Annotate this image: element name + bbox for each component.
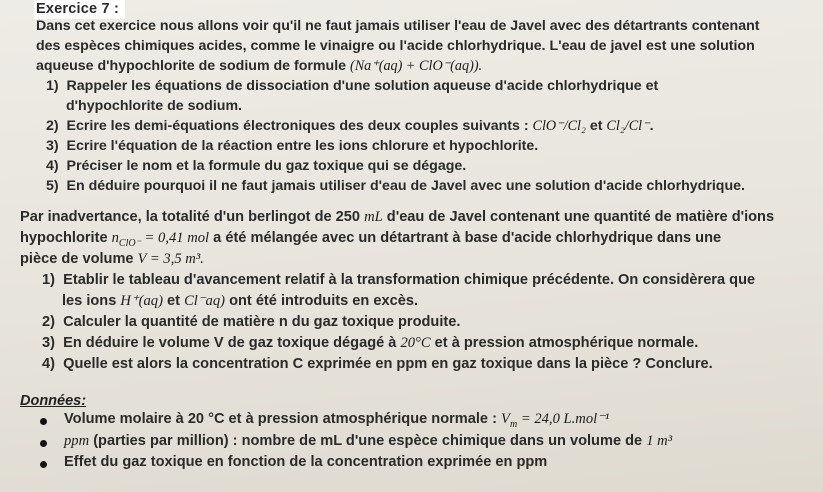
scenario-line-2a: hypochlorite [20,230,112,246]
part2-q1-num: 1) [42,272,55,288]
data-item-2 [64,432,672,451]
part2-q3-text-a: En déduire le volume V de gaz toxique dégagé à [63,335,401,351]
scenario-line-3a: pièce de volume [20,251,138,267]
intro-line-2: des espèces chimiques acides, comme le vinaigre ou l'acide chlorhydrique. L'eau de javel est une solution [36,38,755,54]
part2-q4-text: Quelle est alors la concentration C exprimée en ppm en gaz toxique dans la pièce ? Conclure. [63,356,713,372]
scenario-line-1a: Par inadvertance, la totalité d'un berlingot de 250 [20,209,365,225]
part2-q2-num: 2) [42,314,55,330]
scenario-volume-formula: V = 3,5 m³. [137,251,204,267]
part2-q1-text: Etablir le tableau d'avancement relatif à la transformation chimique précédente. On considèrera que [63,272,756,288]
part1-q3-text: Ecrire l'équation de la réaction entre les ions chlorure et hypochlorite. [66,138,539,154]
intro-formula: (Na⁺(aq) + ClO⁻(aq)). [349,58,483,74]
data-item-1-value: = 24,0 L.mol⁻¹ [517,411,610,427]
part2-q1-cont [62,292,418,311]
part1-q2-end: . [649,118,654,134]
part2-q3 [42,334,698,353]
scenario-line-2b: a été mélangée avec un détartrant à base d'acide chlorhydrique dans une [209,230,722,246]
scenario-line-3 [20,250,204,269]
part1-q5-num: 5) [46,178,59,194]
part1-q1-cont: d'hypochlorite de sodium. [66,98,242,114]
intro-line-3 [36,57,482,76]
part1-q3-num: 3) [46,138,59,154]
data-item-1-symbol: V [501,411,510,427]
part2-q1-h-ion: H⁺(aq) [120,293,163,309]
scenario-n-value: = 0,41 mol [140,230,210,246]
part2-q1-cont-a: les ions [62,293,121,309]
part2-q2-text: Calculer la quantité de matière n du gaz toxique produite. [63,314,461,330]
part2-q4-num: 4) [42,356,55,372]
part1-q4-num: 4) [46,158,59,174]
part2-q3-num: 3) [42,335,55,351]
part2-q2 [42,313,460,332]
part2-q1-cl-ion: Cl⁻aq) [184,293,226,309]
exercise-title: Exercice 7 : [34,0,125,19]
bullet-icon [40,461,47,468]
data-item-3: Effet du gaz toxique en fonction de la concentration exprimée en ppm [64,454,548,470]
part1-q4 [46,157,466,176]
part1-q4-text: Préciser le nom et la formule du gaz toxique qui se dégage. [66,158,467,174]
scenario-n-subscript: ClO⁻ [118,237,141,249]
scenario-line-1b: d'eau de Javel contenant une quantité de matière d'ions [382,209,775,225]
part1-q2-formula-1: ClO⁻/Cl₂ [532,118,586,134]
scenario-unit-ml: mL [364,209,383,225]
part1-q2-mid: et [585,118,607,134]
intro-line-3-text: aqueuse d'hypochlorite de sodium de formule [36,58,350,74]
bullet-icon [40,440,47,447]
part1-q2-num: 2) [46,118,59,134]
data-item-1 [64,410,609,435]
part1-q2-formula-2: Cl₂/Cl⁻ [606,118,650,134]
part1-q3 [46,137,538,156]
bullet-icon [40,418,47,425]
part2-q3-temperature: 20°C [400,335,431,351]
part1-q5-text: En déduire pourquoi il ne faut jamais utiliser d'eau de Javel avec une solution d'acide chlorhydrique. [66,178,745,194]
data-item-1-text: Volume molaire à 20 °C et à pression atmosphérique normale : [64,411,502,427]
part1-q2 [46,117,654,136]
intro-line-1: Dans cet exercice nous allons voir qu'il ne faut jamais utiliser l'eau de Javel avec des détartrants contenant [36,18,760,34]
part2-q1-cont-b: et [162,293,185,309]
data-item-2-ppm: ppm [64,433,90,449]
data-section-title: Données: [20,393,87,409]
part2-q4 [42,355,713,374]
part1-q1 [46,77,658,96]
part1-q2-text: Ecrire les demi-équations électroniques des deux couples suivants : [66,118,533,134]
data-item-2-value: 1 m³ [646,433,673,449]
data-item-2-text: (parties par million) : nombre de mL d'une espèce chimique dans un volume de [89,433,647,449]
part2-q3-text-b: et à pression atmosphérique normale. [430,335,699,351]
scenario-line-1 [20,208,774,227]
part2-q1-cont-c: ont été introduits en excès. [225,293,419,309]
part2-q1 [42,271,755,290]
part1-q1-num: 1) [46,78,59,94]
part1-q1-text: Rappeler les équations de dissociation d'une solution aqueuse d'acide chlorhydrique et [66,78,659,94]
part1-q5 [46,177,745,196]
scenario-n-symbol: n [111,230,119,246]
data-item-1-subscript: m [509,418,518,430]
